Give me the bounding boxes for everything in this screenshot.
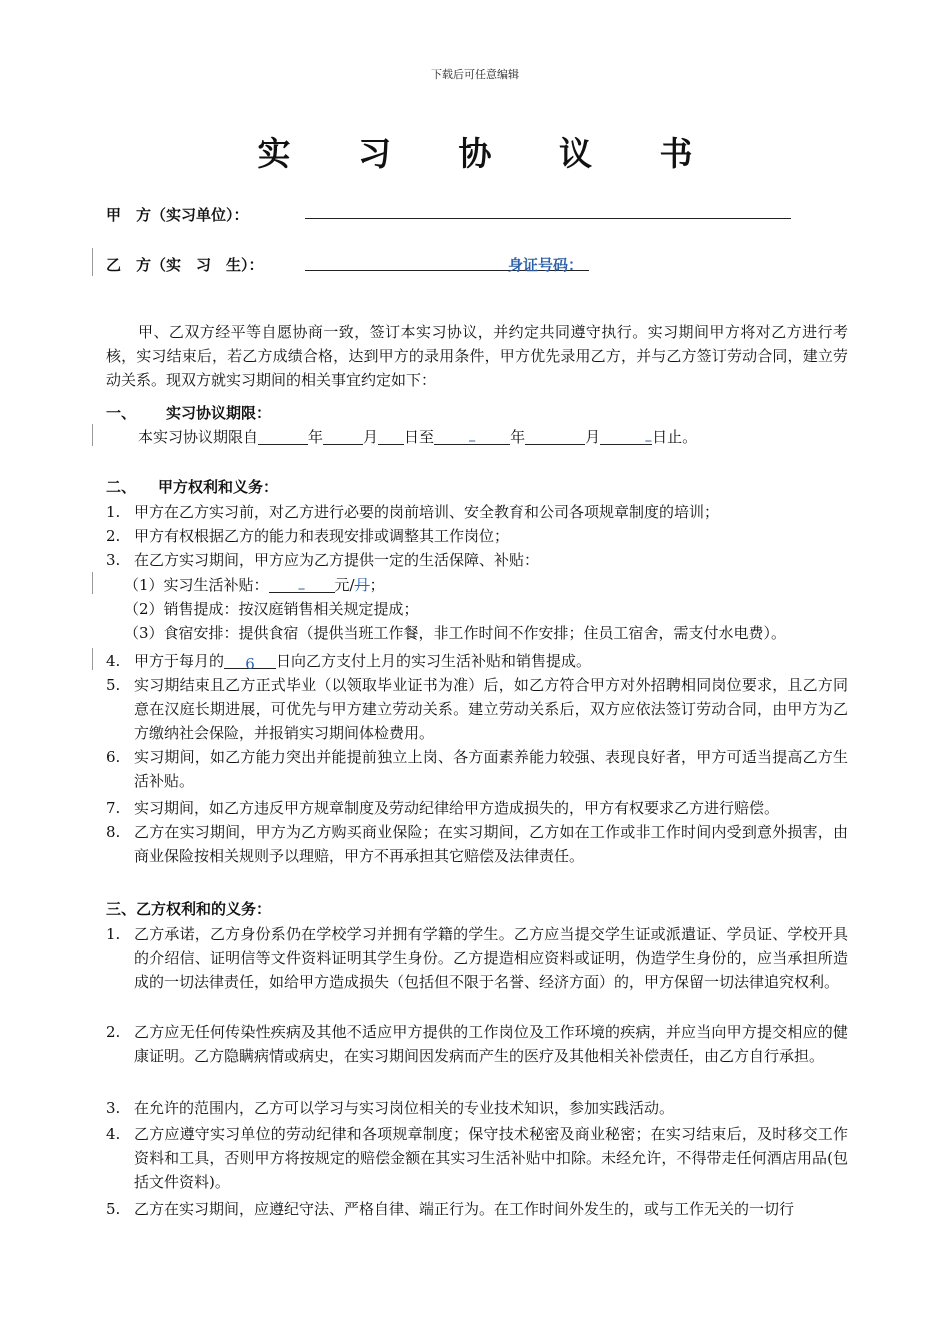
section2-title: 甲方权利和义务： [158,478,279,496]
end-month-blank [525,428,585,445]
end-day-blank [600,428,653,449]
clause-text: 实习期间，如乙方能力突出并能提前独立上岗、各方面素养能力较强、表现良好者，甲方可适当提高乙方生活补贴。 [134,748,848,790]
lodging-line: （3）食宿安排：提供食宿（提供当班工作餐，非工作时间不作安排；住员工宿舍，需支付水电费）。 [124,624,787,642]
term-line [138,425,697,449]
id-number-label: 身证号码： [508,256,584,274]
clause-text [134,649,848,673]
start-day-blank [378,428,404,445]
section3-heading: 三、乙方权利和的义务： [106,900,272,918]
term-year-2: 年 [510,428,526,446]
clause-item [106,500,848,524]
term-month-1: 月 [363,428,379,446]
allowance-label: （1）实习生活补贴： [124,576,269,594]
clause-text: 甲方在乙方实习前，对乙方进行必要的岗前培训、安全教育和公司各项规章制度的培训； [134,503,720,521]
term-month-2: 月 [585,428,601,446]
intro-paragraph: 甲、乙双方经平等自愿协商一致，签订本实习协议，并约定共同遵守执行。实习期间甲方将对乙方进行考核，实习结束后，若乙方成绩合格，达到甲方的录用条件，甲方优先录用乙方，并与乙方签订劳动合同，建立劳动关系。现双方就实习期间的相关事宜约定如下： [106,323,848,389]
term-day-1: 日至 [404,428,435,446]
section2-number: 二、 [106,478,137,496]
clause-item [106,524,848,548]
clause-text: 实习期间，如乙方违反甲方规章制度及劳动纪律给甲方造成损失的，甲方有权要求乙方进行赔偿。 [134,799,780,817]
clause-number: 6. [106,748,121,766]
clause-number: 5. [106,676,121,694]
clause-item [106,796,848,820]
header-note: 下载后可任意编辑 [431,68,519,81]
clause-item [106,673,848,745]
section1-heading [106,402,271,423]
revision-bar [92,424,93,446]
section2-heading [106,476,278,497]
clause-text: 乙方应无任何传染性疾病及其他不适应甲方提供的工作岗位及工作环境的疾病，并应当向甲方提交相应的健康证明。乙方隐瞒病情或病史，在实习期间因发病而产生的医疗及其他相关补偿责任，由乙方自行承担。 [134,1023,848,1065]
allowance-month-deleted: 月 [354,576,370,594]
clause-number: 7. [106,799,121,817]
section1-number: 一、 [106,404,137,422]
clause-item [106,649,848,673]
end-year-blank [434,428,510,449]
revision-bar [92,248,93,276]
clause-item [106,1020,848,1068]
payday-text-end: 日向乙方支付上月的实习生活补贴和销售提成。 [276,652,592,670]
clause-number: 3. [106,551,121,569]
clause-number: 5. [106,1200,121,1218]
clause-text: 在乙方实习期间，甲方应为乙方提供一定的生活保障、补贴： [134,551,540,569]
party-a-blank [305,200,791,219]
allowance-end: ； [369,576,385,594]
clause-text: 乙方在实习期间，甲方为乙方购买商业保险；在实习期间，乙方如在工作或非工作时间内受到意外损害，由商业保险按相关规则予以理赔，甲方不再承担其它赔偿及法律责任。 [134,823,848,865]
term-year-1: 年 [308,428,324,446]
clause-number: 4. [106,1125,121,1143]
clause-text: 在允许的范围内，乙方可以学习与实习岗位相关的专业技术知识，参加实践活动。 [134,1099,675,1117]
party-a-label: 甲 方（实习单位）： [106,206,249,224]
clause-item [106,922,848,994]
clause-item [106,820,848,868]
clause-text: 甲方有权根据乙方的能力和表现安排或调整其工作岗位； [134,527,510,545]
start-month-blank [323,428,363,445]
allowance-blank [269,576,335,597]
clause-text: 乙方承诺，乙方身份系仍在学校学习并拥有学籍的学生。乙方应当提交学生证或派遣证、学员证、学校开具的介绍信、证明信等文件资料证明其学生身份。乙方提造相应资料或证明，伪造学生身份的，应当承担所造成的一切法律责任，如给甲方造成损失（包括但不限于名誉、经济方面）的，甲方保留一切法律追究权利。 [134,925,848,991]
payday-blank [224,652,276,673]
clause-number: 2. [106,1023,121,1041]
clause-item [106,548,848,572]
clause-item [106,1197,848,1221]
clause-item [106,745,848,793]
payday-text-start: 甲方于每月的 [134,652,225,670]
end-day-dash: – [644,431,653,449]
clause-number: 1. [106,503,121,521]
clause-number: 8. [106,823,121,841]
clause-text: 乙方应遵守实习单位的劳动纪律和各项规章制度；保守技术秘密及商业秘密；在实习结束后，及时移交工作资料和工具，否则甲方将按规定的赔偿金额在其实习生活补贴中扣除。未经允许，不得带走任何酒店用品(包括文件资料)。 [134,1125,848,1191]
clause-item [106,1096,848,1120]
party-b-label: 乙 方（实 习 生）： [106,256,264,274]
document-title: 实 习 协 议 书 [257,134,721,173]
allowance-line [124,573,385,597]
clause-text: 实习期结束且乙方正式毕业（以领取毕业证书为准）后，如乙方符合甲方对外招聘相同岗位要求，且乙方同意在汉庭长期进展，可优先与甲方建立劳动关系。建立劳动关系后，双方应依法签订劳动合同，由甲方为乙方缴纳社会保险，并报销实习期间体检费用。 [134,676,848,742]
allowance-unit: 元/ [334,576,355,594]
end-year-dash: – [468,431,476,449]
clause-number: 1. [106,925,121,943]
revision-bar [92,572,93,594]
term-text-end: 日止。 [652,428,698,446]
revision-bar [92,648,93,670]
start-year-blank [258,428,308,445]
clause-number: 2. [106,527,121,545]
term-text-start: 本实习协议期限自 [138,428,259,446]
clause-item [106,1122,848,1194]
payday-value: 6 [245,655,255,673]
clause-text: 乙方在实习期间，应遵纪守法、严格自律、端正行为。在工作时间外发生的，或与工作无关的一切行 [134,1200,795,1218]
section1-title: 实习协议期限： [166,404,272,422]
allowance-dash: – [297,579,306,597]
clause-number: 3. [106,1099,121,1117]
clause-number: 4. [106,652,121,670]
sales-commission-line: （2）销售提成：按汉庭销售相关规定提成； [124,600,419,618]
